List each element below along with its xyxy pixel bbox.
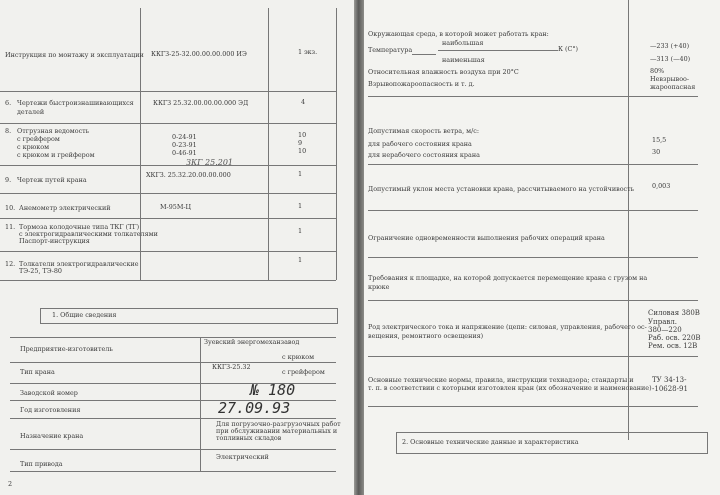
row-qty: 10 [298,147,307,155]
temp-max-value: —233 (+40) [650,42,690,50]
current-label: Род электрического тока и напряжение (цепи: силовая, управления, рабочего ос- [368,323,647,331]
temp-min: наименьшая [442,56,485,64]
info-value: Для погрузочно-разгрузочных работ [216,420,341,428]
temp-line [438,50,558,51]
info-label: Предприятие-изготовитель [20,345,113,353]
info-value: Зуевский энергомеханзавод [204,338,300,346]
wind-working-value: 15,5 [652,136,667,144]
site-label: Требования к площадке, на которой допускается перемещение крана с грузом на [368,274,648,282]
row-qty: 1 [298,256,303,264]
row-num: 10. [5,204,16,212]
info-value-2: с крюком [282,353,315,361]
section-2-title: 2. Основные технические данные и характеристика [402,438,579,446]
info-value: ККГЗ-25.32 [212,363,251,371]
section-divider [368,300,698,301]
page-number: 2 [8,480,13,488]
temp-line [412,54,436,55]
info-value-3: с грейфером [282,368,325,376]
row-qty: 1 экз. [298,48,318,56]
table-border-mid [268,8,269,280]
section-1-title: 1. Общие сведения [52,311,117,319]
info-label: Заводской номер [20,389,78,397]
row-name-3: Паспорт-инструкция [19,237,90,245]
row-code: М-95М-Ц [160,203,192,211]
right-page [360,0,720,495]
row-qty: 10 [298,131,307,139]
section-divider [368,406,698,407]
wind-working-label: для рабочего состояния крана [368,140,472,148]
temp-min-value: —313 (—40) [650,55,691,63]
row-sub: с крюком [17,143,50,151]
section-divider [368,257,698,258]
year-handwritten: 27.09.93 [218,399,291,417]
table-border-left [140,8,141,280]
info-line [10,471,336,472]
humidity-label: Относительная влажность воздуха при 20°С [368,68,519,76]
current-label-2: вещения, ремонтного освещения) [368,332,484,340]
row-code: 0-23-91 [172,141,197,149]
wind-nonworking-label: для нерабочего состояния крана [368,151,480,159]
value-column-border [628,0,629,440]
page-fold [354,0,364,495]
info-label: Год изготовления [20,406,81,414]
temp-label: Температура [368,46,413,54]
row-qty: 1 [298,170,303,178]
info-value: Электрический [216,453,269,461]
row-name-2: деталей [17,108,45,116]
info-value-3: топливных складов [216,434,282,442]
row-divider [0,280,336,281]
temp-unit: К (С°) [558,45,579,53]
info-label: Тип крана [20,368,55,376]
section-divider [368,164,698,165]
row-num: 6. [5,99,12,107]
current-value: 380—220 [648,326,682,334]
standards-value: ТУ 34-13- [652,376,687,384]
row-name-2: с электрогидравлическими толкателями [19,230,158,238]
standards-label: Основные технические нормы, правила, инструкции техиадзора; стандарты и [368,376,634,384]
row-name: Анемометр электрический [19,204,111,212]
handwritten-annotation: ЗКГ 25.201 [186,158,234,167]
humidity-value: 80% [650,67,665,75]
row-qty: 1 [298,227,303,235]
info-line [10,449,336,450]
row-code: ХКГЗ. 25.32.20.00.00.000 [146,171,231,179]
row-divider [0,193,336,194]
info-line [10,362,336,363]
row-sub: с грейфером [17,135,60,143]
standards-label-2: т. п. в соответствии с которыми изготовлен кран (их обозначение и наименование) [368,384,652,392]
row-name-2: ТЭ-25, ТЭ-80 [19,267,62,275]
row-name: Тормоза колодочные типа ТКГ (ТГ) [19,223,140,231]
restriction-label: Ограничение одновременности выполнения рабочих операций крана [368,234,605,242]
info-label: Назначение крана [20,432,84,440]
row-num: 9. [5,176,12,184]
row-name: Чертеж путей крана [17,176,87,184]
wind-label: Допустимая скорость ветра, м/с: [368,127,479,135]
row-code: ККГЗ 25.32.00.00.00.000 ЭД [153,99,249,107]
row-name: Отгрузная ведомость [17,127,90,135]
row-qty: 9 [298,139,303,147]
row-qty: 4 [301,98,306,106]
current-value: Раб. осв. 220В [648,334,701,342]
section-divider [368,356,698,357]
row-code: 0-24-91 [172,133,197,141]
row-name: Чертежи быстроизнашивающихся [17,99,134,107]
row-divider [0,165,336,166]
section-divider [368,210,698,211]
row-code: ККГЗ-25-32.00.00.00.000 ИЭ [151,50,247,58]
info-line [10,418,336,419]
current-value: Силовая 380В [648,309,700,317]
serial-number-handwritten: № 180 [250,381,296,399]
info-value-2: при обслуживании материальных и [216,427,338,435]
row-num: 8. [5,127,12,135]
row-name: Толкатели электрогидравлические [19,260,139,268]
row-divider [0,123,336,124]
standards-value: -10628-91 [652,385,688,393]
row-qty: 1 [298,202,303,210]
row-num: 12. [5,260,16,268]
current-value: Управл. [648,318,677,326]
info-divider [200,337,201,471]
site-label-2: крюке [368,283,390,291]
row-num: 11. [5,223,16,231]
row-code: 0-46-91 [172,149,197,157]
info-label: Тип привода [20,460,63,468]
row-divider [0,91,336,92]
row-sub: с крюком и грейфером [17,151,95,159]
slope-value: 0,003 [652,182,671,190]
section-divider [368,96,698,97]
explosion-value: Невзрывоо- жароопасная [650,75,696,91]
env-label: Окружающая среда, в которой может работать кран: [368,30,549,38]
row-divider [0,251,336,252]
table-border-right [336,8,337,280]
explosion-label: Взрывопожароопасность и т. д. [368,80,475,88]
wind-nonworking-value: 30 [652,148,661,156]
current-value: Рем. осв. 12В [648,342,698,350]
row-name: Инструкция по монтажу и эксплуатации [5,51,144,59]
slope-label: Допустимый уклон места установки крана, рассчитываемого на устойчивость [368,185,635,193]
row-divider [0,218,336,219]
temp-max: наибольшая [442,39,484,47]
